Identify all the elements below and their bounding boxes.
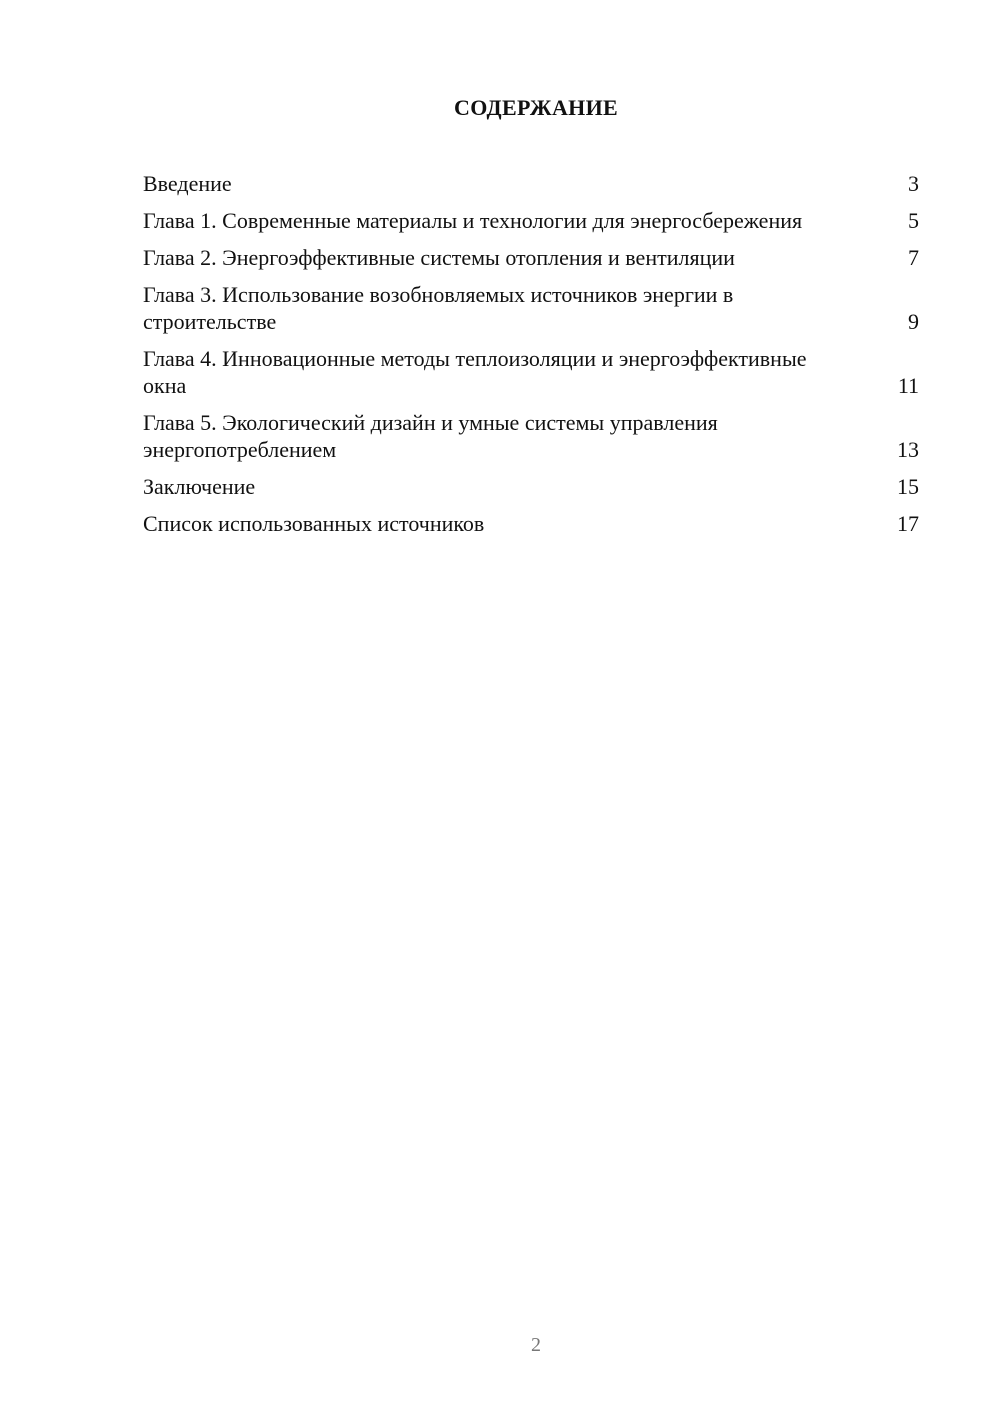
toc-entry — [143, 281, 919, 335]
toc-entry — [143, 244, 919, 271]
toc-entry-page: 15 — [897, 474, 919, 499]
table-of-contents — [143, 170, 919, 547]
toc-entry — [143, 345, 919, 399]
toc-entry — [143, 207, 919, 234]
toc-entry-label: Заключение — [143, 474, 256, 499]
toc-entry — [143, 510, 919, 537]
toc-entry-label: Введение — [143, 171, 232, 196]
page-number: 2 — [531, 1334, 541, 1356]
toc-entry-label: Глава 3. Использование возобновляемых источников энергии в строительстве — [143, 282, 734, 334]
toc-entry-page: 3 — [908, 171, 919, 196]
toc-entry-label: Глава 5. Экологический дизайн и умные системы управления энергопотреблением — [143, 410, 718, 462]
toc-entry-page: 7 — [908, 245, 919, 270]
toc-entry-page: 11 — [897, 373, 919, 398]
toc-entry — [143, 409, 919, 463]
page-title: СОДЕРЖАНИЕ — [454, 95, 618, 120]
toc-entry-page: 17 — [897, 511, 919, 536]
toc-entry-label: Список использованных источников — [143, 511, 485, 536]
toc-entry-label: Глава 4. Инновационные методы теплоизоляции и энергоэффективные окна — [143, 346, 807, 398]
toc-entry — [143, 473, 919, 500]
toc-entry-page: 9 — [908, 309, 919, 334]
toc-entry-label: Глава 1. Современные материалы и технологии для энергосбережения — [143, 208, 803, 233]
toc-entry-page: 5 — [908, 208, 919, 233]
toc-entry-label: Глава 2. Энергоэффективные системы отопления и вентиляции — [143, 245, 735, 270]
toc-entry-page: 13 — [897, 437, 919, 462]
toc-entry — [143, 170, 919, 197]
